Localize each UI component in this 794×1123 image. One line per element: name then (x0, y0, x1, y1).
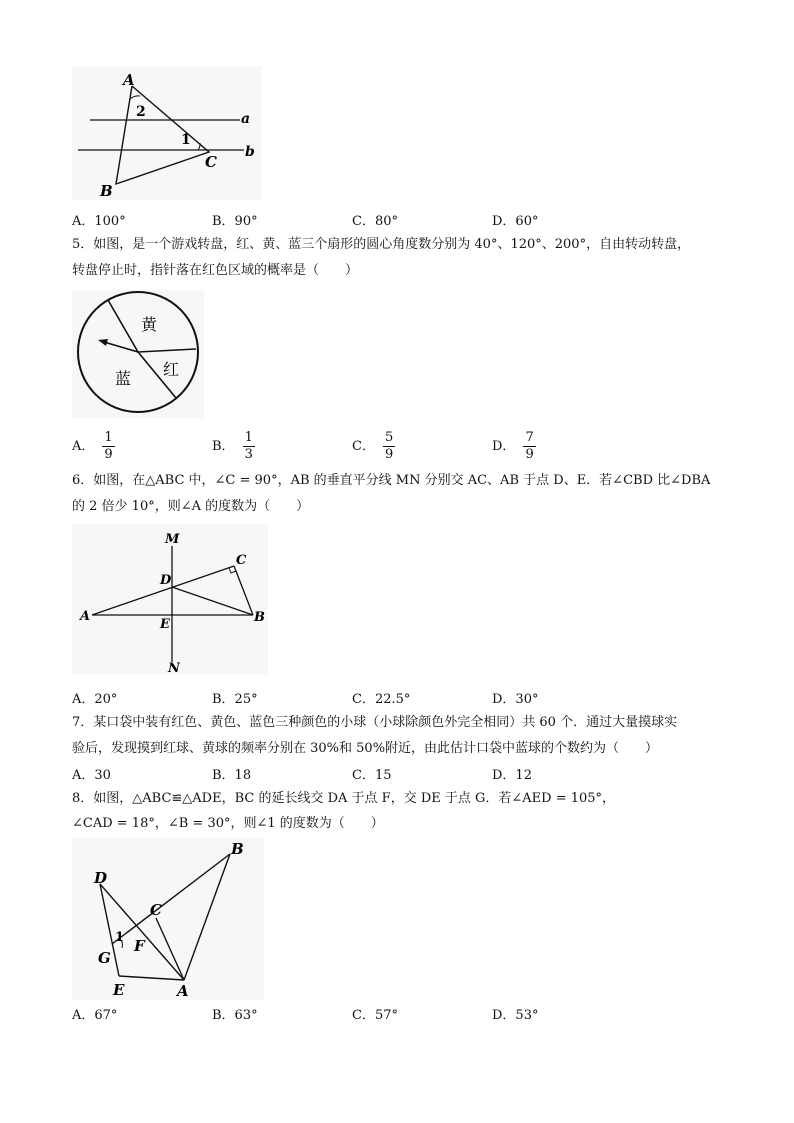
q6-text-line1: 6．如图，在△ABC 中，∠C = 90°，AB 的垂直平分线 MN 分别交 AC、AB 于点 D、E．若∠CBD 比∠DBA (72, 473, 711, 488)
q6-text-line2: 的 2 倍少 10°，则∠A 的度数为（ ） (72, 499, 310, 514)
q5-option-b[interactable] (212, 430, 255, 463)
spinner-svg (72, 290, 204, 418)
q8-text-line2: ∠CAD = 18°，∠B = 30°，则∠1 的度数为（ ） (72, 816, 384, 831)
label-d: D (94, 869, 108, 887)
q4-option-d[interactable]: D．60° (492, 214, 539, 229)
label-red: 红 (163, 360, 180, 379)
q5-option-c-fraction (383, 430, 395, 463)
q4-option-b[interactable]: B．90° (212, 214, 258, 229)
figure-q4 (72, 66, 262, 200)
q5-text-line1: 5．如图，是一个游戏转盘，红、黄、蓝三个扇形的圆心角度数分别为 40°、120°、200°，自由转动转盘， (72, 237, 691, 252)
label-n: N (168, 661, 180, 674)
q4-option-c[interactable]: C．80° (352, 214, 398, 229)
q5-option-a[interactable] (72, 430, 115, 463)
q5-option-b-fraction (243, 430, 255, 463)
q8-option-c[interactable]: C．57° (352, 1008, 398, 1023)
label-g: G (98, 949, 111, 967)
label-a: A (177, 982, 189, 1000)
q7-text-line2: 验后，发现摸到红球、黄球的频率分别在 30%和 50%附近，由此估计口袋中蓝球的个数约为（ ） (72, 741, 659, 756)
label-b: B (254, 610, 265, 625)
q5-option-c[interactable] (352, 430, 395, 463)
figure-q4-svg (72, 66, 262, 200)
q5-option-a-fraction (102, 430, 114, 463)
q7-option-d[interactable]: D．12 (492, 768, 532, 783)
q5-option-d-letter: D． (492, 439, 516, 454)
q5-text-line2: 转盘停止时，指针落在红色区域的概率是（ ） (72, 263, 359, 278)
label-c: C (236, 553, 247, 568)
label-c-vertex: C (205, 153, 217, 171)
q6-option-d[interactable]: D．30° (492, 692, 539, 707)
label-c: C (150, 901, 162, 919)
q7-text-line1: 7．某口袋中装有红色、黄色、蓝色三种颜色的小球（小球除颜色外完全相同）共 60 个．通过大量摸球实 (72, 715, 678, 730)
figure-q8 (72, 838, 264, 1000)
q5-option-d-den: 9 (525, 447, 534, 462)
q5-option-d-num: 7 (525, 430, 534, 445)
q5-option-d[interactable] (492, 430, 536, 463)
q7-option-b[interactable]: B．18 (212, 768, 252, 783)
q6-option-b[interactable]: B．25° (212, 692, 258, 707)
q5-option-b-den: 3 (244, 447, 253, 462)
q5-option-c-letter: C． (352, 439, 375, 454)
label-e: E (113, 981, 125, 999)
label-angle-2: 2 (136, 104, 146, 120)
label-line-a: a (241, 111, 251, 127)
q6-option-c[interactable]: C．22.5° (352, 692, 411, 707)
q5-option-a-num: 1 (104, 430, 113, 445)
q5-option-a-den: 9 (104, 447, 113, 462)
q5-option-b-num: 1 (244, 430, 253, 445)
figure-q5-spinner (72, 290, 204, 418)
q8-option-d[interactable]: D．53° (492, 1008, 539, 1023)
q5-option-d-fraction (523, 430, 535, 463)
q7-option-c[interactable]: C．15 (352, 768, 392, 783)
q5-option-a-letter: A． (72, 439, 95, 454)
label-d: D (160, 573, 172, 588)
label-line-b: b (245, 144, 255, 160)
label-blue: 蓝 (115, 369, 132, 388)
label-a: A (80, 609, 91, 624)
label-f: F (134, 937, 145, 955)
label-angle-1: 1 (181, 132, 191, 148)
q8-option-a[interactable]: A．67° (72, 1008, 118, 1023)
label-e: E (160, 617, 170, 632)
figure-q8-svg (72, 838, 264, 1000)
q5-option-b-letter: B． (212, 439, 235, 454)
label-yellow: 黄 (141, 315, 158, 334)
q6-option-a[interactable]: A．20° (72, 692, 118, 707)
figure-q6 (72, 524, 268, 674)
q4-option-a[interactable]: A．100° (72, 214, 126, 229)
q8-option-b[interactable]: B．63° (212, 1008, 258, 1023)
q5-option-c-den: 9 (384, 447, 394, 462)
q7-option-a[interactable]: A．30 (72, 768, 111, 783)
label-a-vertex: A (123, 71, 135, 89)
q8-text-line1: 8．如图，△ABC≌△ADE，BC 的延长线交 DA 于点 F，交 DE 于点 G．若∠AED = 105°， (72, 791, 616, 806)
label-m: M (165, 532, 180, 547)
figure-q6-svg (72, 524, 268, 674)
label-b: B (231, 840, 244, 858)
label-angle-1: 1 (115, 930, 125, 945)
q5-option-c-num: 5 (384, 430, 394, 445)
label-b-vertex: B (100, 182, 113, 200)
